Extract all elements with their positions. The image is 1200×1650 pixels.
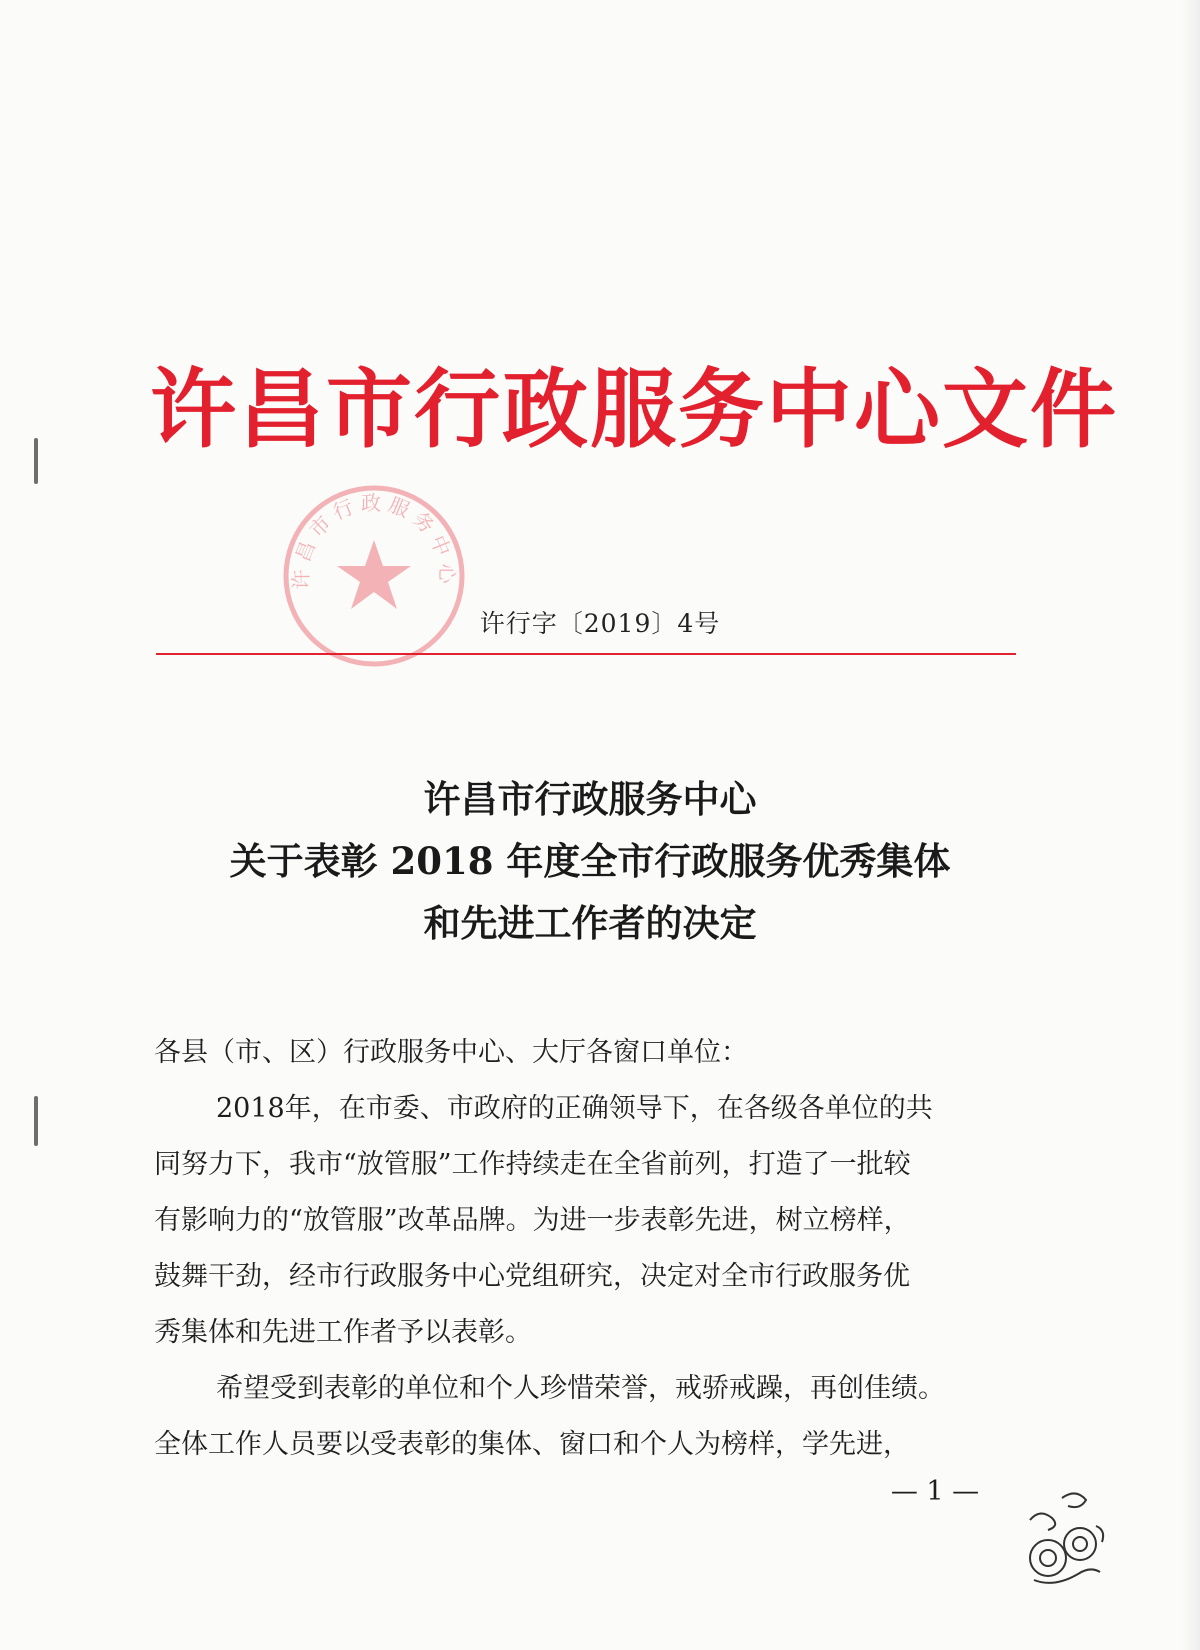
handwritten-doodle-icon xyxy=(1010,1480,1130,1590)
staple-mark-bottom xyxy=(34,1096,38,1146)
paragraph-2-line-1: 希望受到表彰的单位和个人珍惜荣誉，戒骄戒躁，再创佳绩。 xyxy=(216,1373,945,1404)
title-line-1: 许昌市行政服务中心 xyxy=(423,777,757,821)
document-title xyxy=(150,768,1030,954)
salutation: 各县（市、区）行政服务中心、大厅各窗口单位： xyxy=(154,1037,748,1068)
seal-lettering: 许昌市行政服务中心 xyxy=(288,490,460,590)
title-line-3: 和先进工作者的决定 xyxy=(423,901,757,945)
document-number: 许行字〔2019〕4号 xyxy=(479,609,721,638)
paragraph-1-line-5: 秀集体和先进工作者予以表彰。 xyxy=(154,1317,532,1348)
document-body xyxy=(154,1025,1034,1473)
staple-mark-top xyxy=(34,438,38,484)
document-header: 许昌市行政服务中心文件 xyxy=(150,359,1118,460)
paragraph-2-line-2: 全体工作人员要以受表彰的集体、窗口和个人为榜样，学先进， xyxy=(154,1429,910,1460)
paragraph-1-line-4: 鼓舞干劲，经市行政服务中心党组研究，决定对全市行政服务优 xyxy=(154,1261,910,1292)
paragraph-1-line-3: 有影响力的“放管服”改革品牌。为进一步表彰先进，树立榜样， xyxy=(154,1205,911,1236)
red-divider-line xyxy=(156,653,1016,655)
paragraph-1-line-2: 同努力下，我市“放管服”工作持续走在全省前列，打造了一批较 xyxy=(154,1149,911,1180)
title-line-2: 关于表彰 2018 年度全市行政服务优秀集体 xyxy=(229,839,951,883)
scan-edge xyxy=(1182,0,1200,1650)
official-seal xyxy=(280,482,468,670)
seal-star-icon xyxy=(337,540,411,609)
page-number: — 1 — xyxy=(890,1476,980,1507)
paragraph-1-line-1: 2018年，在市委、市政府的正确领导下，在各级各单位的共 xyxy=(216,1093,933,1124)
